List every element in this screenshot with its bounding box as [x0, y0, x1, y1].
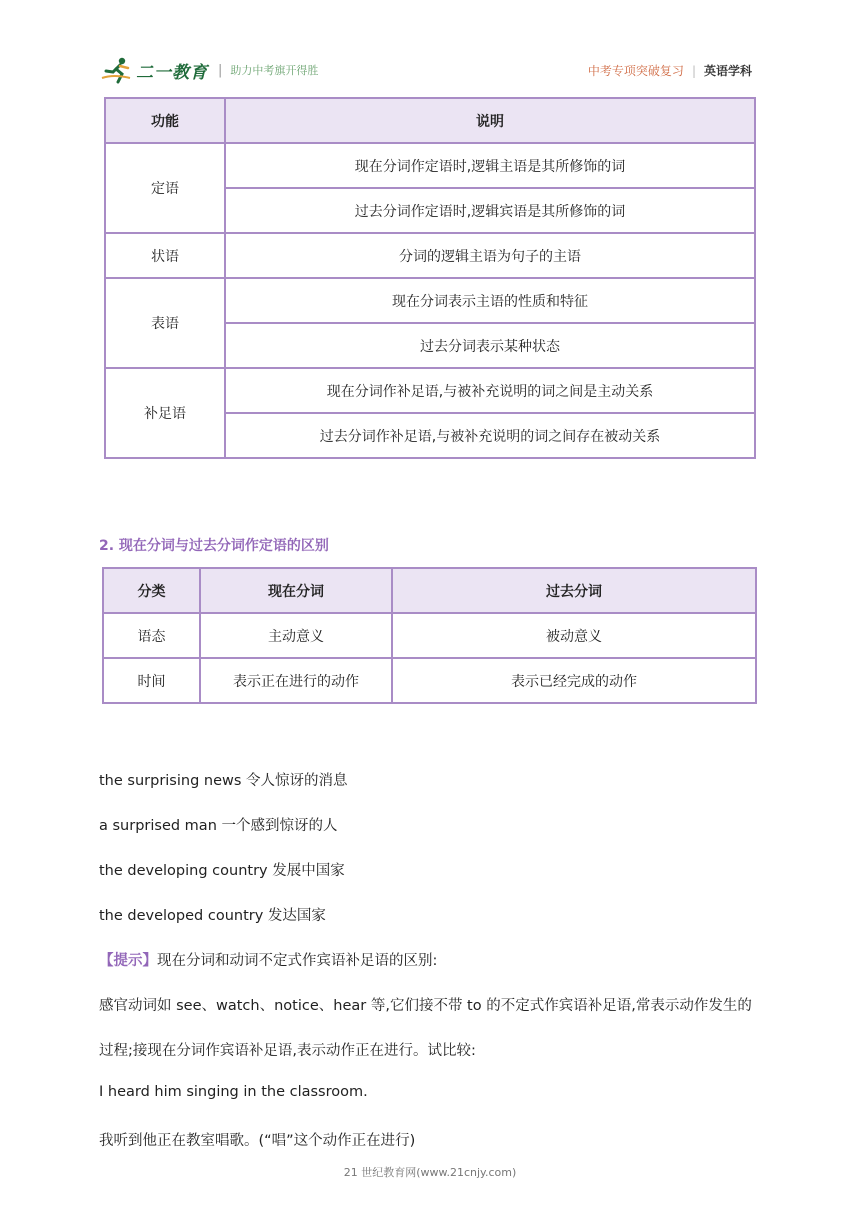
table-row [105, 278, 755, 323]
example-line: the surprising news 令人惊讶的消息 [99, 773, 348, 789]
table-row [103, 658, 756, 703]
logo-separator: | [218, 62, 223, 78]
function-cell: 定语 [105, 143, 225, 233]
paragraph-line: 过程;接现在分词作宾语补足语,表示动作正在进行。试比较: [99, 1043, 476, 1059]
table-row [103, 613, 756, 658]
table-header-cell: 现在分词 [200, 568, 392, 613]
table-header-row [105, 98, 755, 143]
function-table [104, 97, 756, 459]
running-figure-logo-icon [100, 56, 134, 84]
table-cell: 语态 [103, 613, 200, 658]
section-title: 2. 现在分词与过去分词作定语的区别 [99, 538, 329, 554]
description-cell: 过去分词表示某种状态 [225, 323, 755, 368]
description-cell: 现在分词表示主语的性质和特征 [225, 278, 755, 323]
function-cell: 表语 [105, 278, 225, 368]
header-separator: | [691, 63, 696, 78]
example-line: the developed country 发达国家 [99, 908, 326, 924]
logo-slogan: 助力中考旗开得胜 [230, 64, 319, 77]
table-header-cell: 分类 [103, 568, 200, 613]
tip-line [99, 949, 437, 970]
table-row [105, 233, 755, 278]
table-header-cell: 说明 [225, 98, 755, 143]
table-cell: 主动意义 [200, 613, 392, 658]
function-cell: 状语 [105, 233, 225, 278]
example-line: the developing country 发展中国家 [99, 863, 345, 879]
example-sentence: I heard him singing in the classroom. [99, 1084, 368, 1100]
table-header-row [103, 568, 756, 613]
page-header [100, 54, 752, 86]
table-row [105, 368, 755, 413]
logo [100, 54, 318, 86]
table-header-cell: 过去分词 [392, 568, 756, 613]
tip-label: 【提示】 [99, 953, 157, 969]
header-right [588, 62, 752, 79]
description-cell: 现在分词作定语时,逻辑主语是其所修饰的词 [225, 143, 755, 188]
description-cell: 过去分词作定语时,逻辑宾语是其所修饰的词 [225, 188, 755, 233]
paragraph-line: 感官动词如 see、watch、notice、hear 等,它们接不带 to 的不定式作宾语补足语,常表示动作发生的 [99, 998, 752, 1014]
header-course: 中考专项突破复习 [587, 64, 684, 78]
example-translation: 我听到他正在教室唱歌。(“唱”这个动作正在进行) [99, 1133, 416, 1149]
description-cell: 分词的逻辑主语为句子的主语 [225, 233, 755, 278]
table-cell: 表示正在进行的动作 [200, 658, 392, 703]
table-cell: 表示已经完成的动作 [392, 658, 756, 703]
table-cell: 时间 [103, 658, 200, 703]
table-cell: 被动意义 [392, 613, 756, 658]
logo-text: 二一教育 [136, 62, 208, 83]
header-subject: 英语学科 [703, 64, 752, 78]
function-cell: 补足语 [105, 368, 225, 458]
table-row [105, 143, 755, 188]
page-footer: 21 世纪教育网(www.21cnjy.com) [343, 1166, 517, 1179]
example-line: a surprised man 一个感到惊讶的人 [99, 818, 338, 834]
description-cell: 过去分词作补足语,与被补充说明的词之间存在被动关系 [225, 413, 755, 458]
table-header-cell: 功能 [105, 98, 225, 143]
comparison-table [102, 567, 757, 704]
description-cell: 现在分词作补足语,与被补充说明的词之间是主动关系 [225, 368, 755, 413]
tip-text: 现在分词和动词不定式作宾语补足语的区别: [157, 953, 438, 969]
